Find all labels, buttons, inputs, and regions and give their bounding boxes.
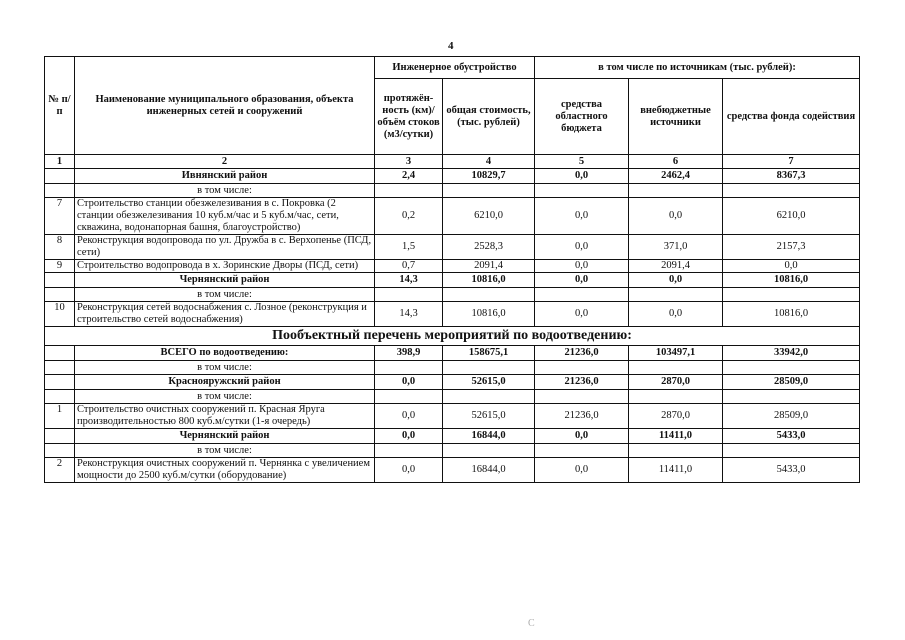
section-title-row (45, 327, 860, 346)
value-regional-budget: 21236,0 (535, 404, 629, 429)
value-length: 14,3 (375, 302, 443, 327)
value-regional-budget: 0,0 (535, 273, 629, 288)
value-fund: 5433,0 (723, 458, 860, 483)
value-regional-budget: 0,0 (535, 429, 629, 444)
empty-cell (535, 288, 629, 302)
value-total-cost: 10829,7 (443, 169, 535, 184)
empty-cell (443, 184, 535, 198)
value-total-cost: 158675,1 (443, 346, 535, 361)
subtotal-caption-row (45, 288, 860, 302)
value-total-cost: 6210,0 (443, 198, 535, 235)
value-extrabudget: 0,0 (629, 273, 723, 288)
empty-cell (45, 184, 75, 198)
value-extrabudget: 11411,0 (629, 458, 723, 483)
district-row (45, 169, 860, 184)
empty-cell (45, 288, 75, 302)
empty-cell (375, 361, 443, 375)
value-extrabudget: 2870,0 (629, 404, 723, 429)
row-name: Реконструкция водопровода по ул. Дружба в с. Верхопенье (ПСД, сети) (75, 235, 375, 260)
value-regional-budget: 0,0 (535, 169, 629, 184)
subtotal-caption-row (45, 361, 860, 375)
district-row (45, 375, 860, 390)
row-name: Ивнянский район (75, 169, 375, 184)
row-number: 8 (45, 235, 75, 260)
value-regional-budget: 0,0 (535, 302, 629, 327)
row-caption: в том числе: (75, 390, 375, 404)
value-total-cost: 2091,4 (443, 260, 535, 273)
value-extrabudget: 103497,1 (629, 346, 723, 361)
row-number (45, 346, 75, 361)
value-length: 0,2 (375, 198, 443, 235)
empty-cell (535, 390, 629, 404)
row-caption: в том числе: (75, 184, 375, 198)
empty-cell (723, 390, 860, 404)
empty-cell (535, 361, 629, 375)
value-fund: 5433,0 (723, 429, 860, 444)
row-caption: в том числе: (75, 288, 375, 302)
value-extrabudget: 2091,4 (629, 260, 723, 273)
empty-cell (375, 444, 443, 458)
row-number: 9 (45, 260, 75, 273)
header-num: № п/п (45, 57, 75, 155)
empty-cell (723, 288, 860, 302)
col-number: 7 (723, 155, 860, 169)
district-row (45, 346, 860, 361)
value-length: 398,9 (375, 346, 443, 361)
project-row (45, 198, 860, 235)
row-number: 1 (45, 404, 75, 429)
value-regional-budget: 21236,0 (535, 346, 629, 361)
row-name: Чернянский район (75, 429, 375, 444)
value-fund: 8367,3 (723, 169, 860, 184)
empty-cell (723, 444, 860, 458)
value-fund: 10816,0 (723, 302, 860, 327)
row-number (45, 169, 75, 184)
row-name: ВСЕГО по водоотведению: (75, 346, 375, 361)
row-caption: в том числе: (75, 361, 375, 375)
empty-cell (629, 390, 723, 404)
empty-cell (375, 288, 443, 302)
value-fund: 0,0 (723, 260, 860, 273)
value-length: 0,0 (375, 375, 443, 390)
value-extrabudget: 2462,4 (629, 169, 723, 184)
row-name: Строительство водопровода в х. Зоринские Дворы (ПСД, сети) (75, 260, 375, 273)
header-total-cost: общая стоимость, (тыс. рублей) (443, 79, 535, 155)
row-number: 2 (45, 458, 75, 483)
empty-cell (443, 390, 535, 404)
empty-cell (45, 390, 75, 404)
project-row (45, 302, 860, 327)
row-caption: в том числе: (75, 444, 375, 458)
header-name: Наименование муниципального образования, объекта инженерных сетей и сооружений (75, 57, 375, 155)
empty-cell (45, 444, 75, 458)
subtotal-caption-row (45, 184, 860, 198)
page-number: 4 (448, 40, 454, 52)
row-name: Чернянский район (75, 273, 375, 288)
empty-cell (45, 361, 75, 375)
col-number: 6 (629, 155, 723, 169)
value-extrabudget: 0,0 (629, 198, 723, 235)
value-regional-budget: 0,0 (535, 260, 629, 273)
value-length: 2,4 (375, 169, 443, 184)
budget-table (44, 56, 860, 483)
col-number: 1 (45, 155, 75, 169)
value-fund: 2157,3 (723, 235, 860, 260)
value-length: 1,5 (375, 235, 443, 260)
value-total-cost: 16844,0 (443, 429, 535, 444)
empty-cell (443, 288, 535, 302)
section-title: Пообъектный перечень мероприятий по водоотведению: (45, 327, 860, 346)
subtotal-caption-row (45, 444, 860, 458)
value-total-cost: 52615,0 (443, 375, 535, 390)
header-engineering-group: Инженерное обустройство (375, 57, 535, 79)
value-length: 0,0 (375, 458, 443, 483)
value-extrabudget: 371,0 (629, 235, 723, 260)
value-total-cost: 2528,3 (443, 235, 535, 260)
value-fund: 10816,0 (723, 273, 860, 288)
empty-cell (443, 361, 535, 375)
value-fund: 28509,0 (723, 375, 860, 390)
col-number: 2 (75, 155, 375, 169)
project-row (45, 458, 860, 483)
value-length: 14,3 (375, 273, 443, 288)
value-regional-budget: 0,0 (535, 198, 629, 235)
header-fund: средства фонда содействия (723, 79, 860, 155)
value-length: 0,0 (375, 404, 443, 429)
row-name: Реконструкция сетей водоснабжения с. Лозное (реконструкция и строительство сетей водоснабжения) (75, 302, 375, 327)
row-name: Краснояружский район (75, 375, 375, 390)
value-fund: 33942,0 (723, 346, 860, 361)
scan-mark: С (528, 618, 535, 629)
value-regional-budget: 21236,0 (535, 375, 629, 390)
empty-cell (629, 184, 723, 198)
header-extrabudget: внебюджетные источники (629, 79, 723, 155)
empty-cell (723, 361, 860, 375)
header-regional-budget: средства областного бюджета (535, 79, 629, 155)
empty-cell (375, 184, 443, 198)
col-number: 3 (375, 155, 443, 169)
value-total-cost: 52615,0 (443, 404, 535, 429)
row-name: Строительство очистных сооружений п. Красная Яруга производительностью 800 куб.м/сутки (1-я очередь) (75, 404, 375, 429)
empty-cell (535, 444, 629, 458)
empty-cell (375, 390, 443, 404)
value-extrabudget: 0,0 (629, 302, 723, 327)
empty-cell (629, 288, 723, 302)
col-number: 5 (535, 155, 629, 169)
value-fund: 28509,0 (723, 404, 860, 429)
row-name: Строительство станции обезжелезивания в с. Покровка (2 станции обезжелезивания 10 куб.м/час и 5 куб.м/час, сети, скважина, водонапорная башня, благоустройство) (75, 198, 375, 235)
value-length: 0,0 (375, 429, 443, 444)
subtotal-caption-row (45, 390, 860, 404)
value-total-cost: 16844,0 (443, 458, 535, 483)
value-length: 0,7 (375, 260, 443, 273)
value-regional-budget: 0,0 (535, 458, 629, 483)
empty-cell (629, 444, 723, 458)
project-row (45, 260, 860, 273)
column-number-row (45, 155, 860, 169)
value-extrabudget: 11411,0 (629, 429, 723, 444)
empty-cell (535, 184, 629, 198)
value-total-cost: 10816,0 (443, 302, 535, 327)
project-row (45, 404, 860, 429)
header-sources-group: в том числе по источникам (тыс. рублей): (535, 57, 860, 79)
header-length: протяжён-ность (км)/объём стоков (м3/сутки) (375, 79, 443, 155)
row-number (45, 375, 75, 390)
row-number (45, 429, 75, 444)
row-number: 10 (45, 302, 75, 327)
district-row (45, 429, 860, 444)
empty-cell (629, 361, 723, 375)
value-total-cost: 10816,0 (443, 273, 535, 288)
row-name: Реконструкция очистных сооружений п. Чернянка с увеличением мощности до 2500 куб.м/сутки (оборудование) (75, 458, 375, 483)
district-row (45, 273, 860, 288)
row-number (45, 273, 75, 288)
empty-cell (723, 184, 860, 198)
value-extrabudget: 2870,0 (629, 375, 723, 390)
empty-cell (443, 444, 535, 458)
col-number: 4 (443, 155, 535, 169)
value-fund: 6210,0 (723, 198, 860, 235)
project-row (45, 235, 860, 260)
row-number: 7 (45, 198, 75, 235)
value-regional-budget: 0,0 (535, 235, 629, 260)
